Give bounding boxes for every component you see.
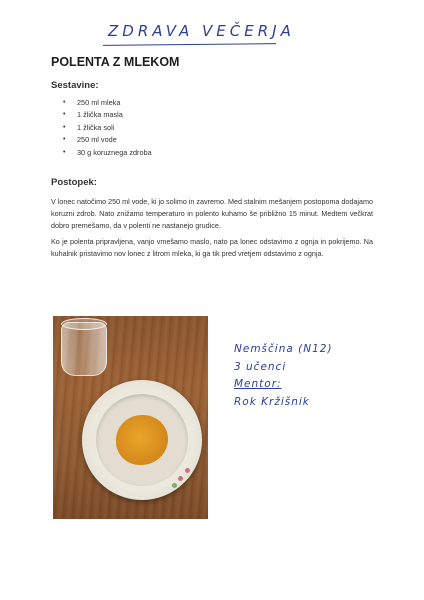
polenta <box>116 415 168 465</box>
ingredients-heading: Sestavine: <box>51 80 99 91</box>
list-item: • 250 ml vode <box>51 134 152 146</box>
plate-well <box>96 394 188 486</box>
note-subject: Nemščina (N12) <box>234 343 333 355</box>
plate-flower-decoration <box>178 476 183 481</box>
water-glass-rim <box>61 318 107 330</box>
plate-flower-decoration <box>185 468 190 473</box>
plate-leaf-decoration <box>172 483 177 488</box>
polenta-photo <box>53 316 208 519</box>
method-paragraph-1: V lonec natočimo 250 ml vode, ki jo solimo in zavremo. Med stalnim mešanjem postopoma dodajamo koruzni zdrob. Nato znižamo temperaturo in polento kuhamo še približno 15 minut. Medtem večkrat dobro premešamo, da v polenti ne nastanejo grudice. <box>51 197 373 230</box>
handwritten-title: ZDRAVA VEČERJA <box>108 22 295 40</box>
water-glass <box>61 322 107 376</box>
method-heading: Postopek: <box>51 177 97 188</box>
list-item: • 1 žlička masla <box>51 109 152 121</box>
note-students: 3 učenci <box>234 360 287 373</box>
handwritten-note <box>234 341 364 411</box>
recipe-title: POLENTA Z MLEKOM <box>51 55 180 69</box>
handwritten-title-underline <box>103 43 276 46</box>
plate <box>82 380 202 500</box>
list-item: • 1 žlička soli <box>51 122 152 134</box>
list-item: • 30 g koruznega zdroba <box>51 147 152 159</box>
method-paragraph-2: Ko je polenta pripravljena, vanjo vmešamo maslo, nato pa lonec odstavimo z ognja in pokrijemo. Na kuhalnik pristavimo nov lonec z litrom mleka, ki ga tik pred vretjem odstavimo z ognja. <box>51 237 373 258</box>
note-mentor-name: Rok Kržišnik <box>234 395 310 408</box>
note-mentor-label: Mentor: <box>234 378 282 390</box>
ingredients-list <box>51 97 152 159</box>
list-item: • 250 ml mleka <box>51 97 152 109</box>
